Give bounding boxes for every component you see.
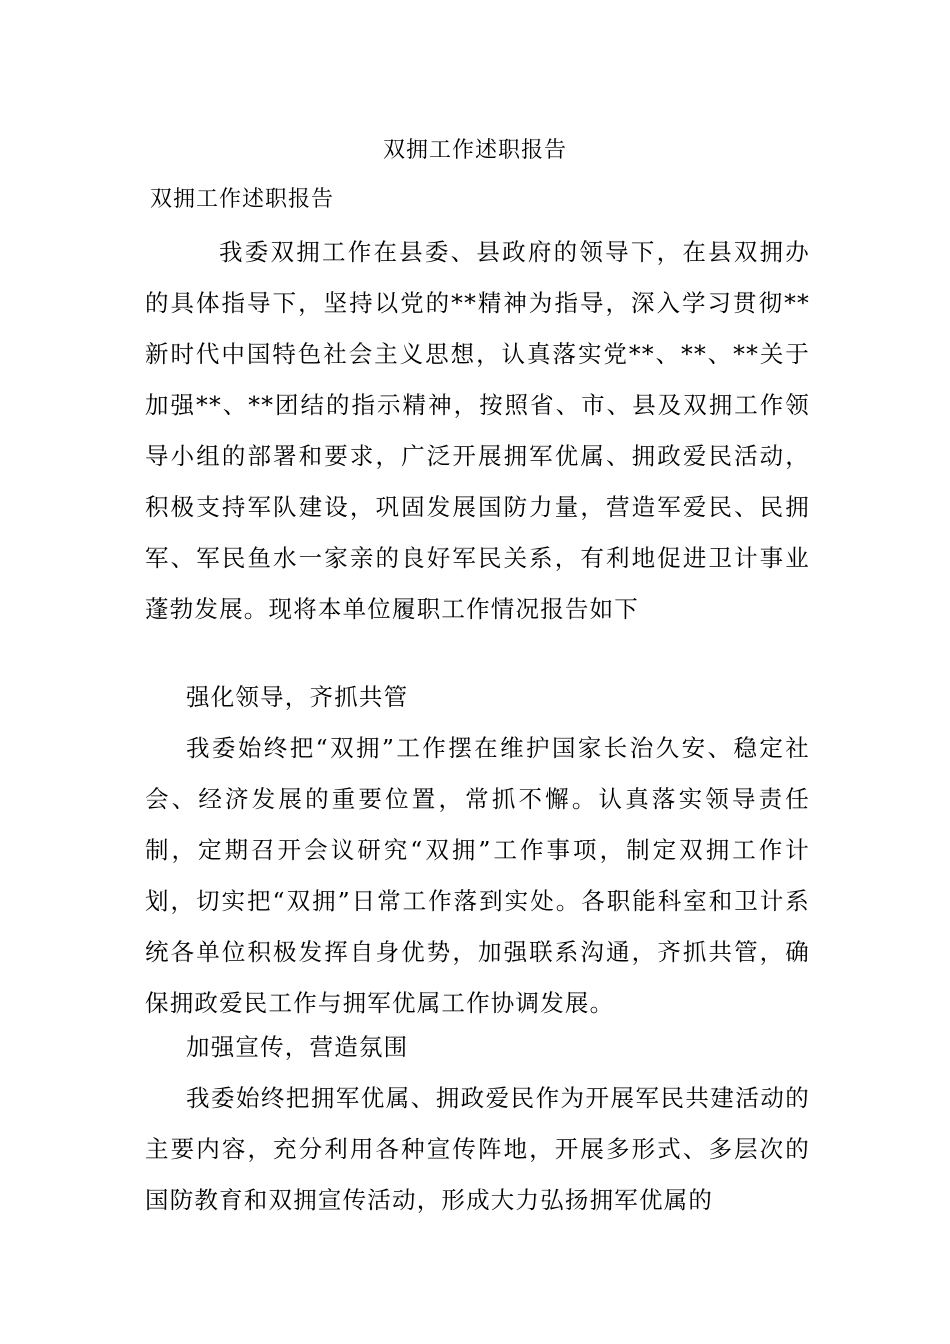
- section-heading-leadership: 强化领导，齐抓共管: [186, 683, 409, 711]
- document-subtitle: 双拥工作述职报告: [150, 187, 335, 212]
- section-body-leadership: 我委始终把“双拥”工作摆在维护国家长治久安、稳定社会、经济发展的重要位置，常抓不懈。认真落实领导责任制，定期召开会议研究“双拥”工作事项，制定双拥工作计划，切实把“双拥”日常工作落到实处。各职能科室和卫计系统各单位积极发挥自身优势，加强联系沟通，齐抓共管，确保拥政爱民工作与拥军优属工作协调发展。: [145, 734, 810, 1017]
- section-body-publicity: 我委始终把拥军优属、拥政爱民作为开展军民共建活动的主要内容，充分利用各种宣传阵地，开展多形式、多层次的国防教育和双拥宣传活动，形成大力弘扬拥军优属的: [145, 1084, 810, 1214]
- intro-paragraph: 我委双拥工作在县委、县政府的领导下，在县双拥办的具体指导下，坚持以党的**精神为指导，深入学习贯彻**新时代中国特色社会主义思想，认真落实党**、**、**关于加强**、**团结的指示精神，按照省、市、县及双拥工作领导小组的部署和要求，广泛开展拥军优属、拥政爱民活动，积极支持军队建设，巩固发展国防力量，营造军爱民、民拥军、军民鱼水一家亲的良好军民关系，有利地促进卫计事业蓬勃发展。现将本单位履职工作情况报告如下: [145, 238, 810, 623]
- document-title: 双拥工作述职报告: [382, 138, 567, 163]
- section-heading-publicity: 加强宣传，营造氛围: [186, 1033, 409, 1061]
